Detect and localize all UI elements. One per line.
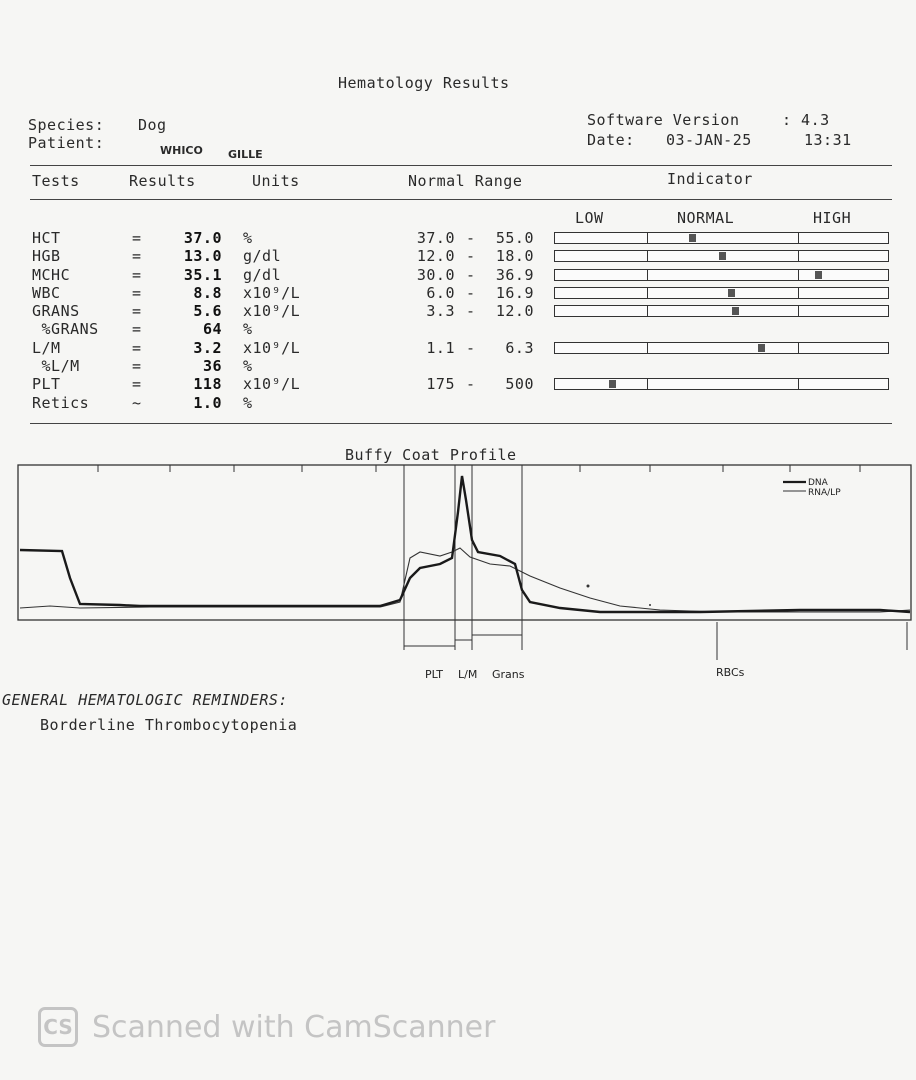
region-label-rbcs: RBCs (716, 666, 745, 679)
row-unit: x10⁹/L (243, 339, 301, 357)
col-header-normal-range: Normal Range (408, 172, 523, 190)
row-indicator-marker (689, 234, 696, 242)
indicator-low-label: LOW (575, 209, 604, 227)
camscanner-watermark (38, 1007, 495, 1047)
row-unit: % (243, 394, 253, 412)
row-operator: = (132, 247, 142, 265)
species-label: Species: (28, 116, 105, 134)
row-indicator-marker (719, 252, 726, 260)
software-label: Software Version (587, 111, 740, 129)
row-unit: x10⁹/L (243, 284, 301, 302)
indicator-high-label: HIGH (813, 209, 852, 227)
row-operator: = (132, 284, 142, 302)
row-unit: % (243, 320, 253, 338)
legend-dna: DNA (808, 478, 828, 488)
row-range-dash: - (466, 247, 476, 265)
row-test-name: PLT (32, 375, 61, 393)
row-range-low: 3.3 (426, 302, 455, 320)
row-operator: = (132, 302, 142, 320)
row-result: 13.0 (183, 247, 222, 265)
row-unit: g/dl (243, 247, 282, 265)
header-rule-top (30, 165, 892, 166)
row-range-low: 175 (426, 375, 455, 393)
row-indicator-marker (758, 344, 765, 352)
row-indicator-bar (554, 269, 889, 281)
row-result: 8.8 (193, 284, 222, 302)
time-value: 13:31 (804, 131, 852, 149)
col-header-indicator: Indicator (667, 170, 753, 188)
row-test-name: HCT (32, 229, 61, 247)
row-result: 118 (193, 375, 222, 393)
row-test-name: HGB (32, 247, 61, 265)
row-range-low: 1.1 (426, 339, 455, 357)
camscanner-text: Scanned with CamScanner (92, 1009, 496, 1045)
row-test-name: %GRANS (32, 320, 99, 338)
buffy-coat-profile-chart (0, 460, 916, 700)
row-unit: % (243, 357, 253, 375)
row-test-name: %L/M (32, 357, 80, 375)
results-rule-bottom (30, 423, 892, 424)
row-result: 35.1 (183, 266, 222, 284)
reminders-heading: GENERAL HEMATOLOGIC REMINDERS: (2, 691, 288, 709)
reminder-item: Borderline Thrombocytopenia (40, 716, 298, 734)
patient-first-name: WHICO (160, 144, 203, 157)
row-test-name: L/M (32, 339, 61, 357)
row-operator: = (132, 357, 142, 375)
row-result: 5.6 (193, 302, 222, 320)
region-label-lm: L/M (458, 668, 478, 681)
row-indicator-marker (815, 271, 822, 279)
row-range-high: 55.0 (495, 229, 534, 247)
camscanner-logo-icon: CS (38, 1007, 78, 1047)
row-range-high: 36.9 (495, 266, 534, 284)
row-indicator-marker (732, 307, 739, 315)
row-unit: g/dl (243, 266, 282, 284)
row-operator: = (132, 320, 142, 338)
row-result: 36 (202, 357, 222, 375)
row-range-high: 500 (505, 375, 534, 393)
region-label-plt: PLT (425, 668, 443, 681)
col-header-tests: Tests (32, 172, 80, 190)
row-range-low: 12.0 (416, 247, 455, 265)
row-indicator-bar (554, 250, 889, 262)
region-label-grans: Grans (492, 668, 525, 681)
row-test-name: GRANS (32, 302, 80, 320)
row-range-dash: - (466, 266, 476, 284)
row-result: 37.0 (183, 229, 222, 247)
row-operator: = (132, 375, 142, 393)
row-range-high: 6.3 (505, 339, 534, 357)
species-value: Dog (138, 116, 167, 134)
row-indicator-marker (728, 289, 735, 297)
row-result: 64 (202, 320, 222, 338)
row-indicator-bar (554, 232, 889, 244)
row-operator: = (132, 229, 142, 247)
row-indicator-bar (554, 378, 889, 390)
row-indicator-bar (554, 305, 889, 317)
row-range-low: 30.0 (416, 266, 455, 284)
row-range-dash: - (466, 229, 476, 247)
col-header-results: Results (129, 172, 196, 190)
row-operator: ~ (132, 394, 142, 412)
row-indicator-bar (554, 342, 889, 354)
row-test-name: WBC (32, 284, 61, 302)
row-result: 3.2 (193, 339, 222, 357)
row-range-high: 16.9 (495, 284, 534, 302)
row-range-high: 12.0 (495, 302, 534, 320)
row-range-low: 37.0 (416, 229, 455, 247)
header-rule-bottom (30, 199, 892, 200)
row-range-dash: - (466, 284, 476, 302)
patient-label: Patient: (28, 134, 105, 152)
row-range-dash: - (466, 375, 476, 393)
report-title: Hematology Results (338, 74, 510, 92)
row-indicator-bar (554, 287, 889, 299)
col-header-units: Units (252, 172, 300, 190)
row-operator: = (132, 266, 142, 284)
indicator-normal-label: NORMAL (677, 209, 735, 227)
row-range-dash: - (466, 339, 476, 357)
date-label: Date: (587, 131, 635, 149)
row-operator: = (132, 339, 142, 357)
legend-rna-lp: RNA/LP (808, 488, 841, 498)
row-test-name: Retics (32, 394, 90, 412)
row-unit: x10⁹/L (243, 302, 301, 320)
row-range-dash: - (466, 302, 476, 320)
row-unit: % (243, 229, 253, 247)
row-unit: x10⁹/L (243, 375, 301, 393)
row-test-name: MCHC (32, 266, 71, 284)
row-range-high: 18.0 (495, 247, 534, 265)
row-result: 1.0 (193, 394, 222, 412)
row-range-low: 6.0 (426, 284, 455, 302)
patient-last-name: GILLE (228, 148, 263, 161)
date-value: 03-JAN-25 (666, 131, 752, 149)
software-version: : 4.3 (782, 111, 830, 129)
row-indicator-marker (609, 380, 616, 388)
buffy-title: Buffy Coat Profile (345, 446, 517, 464)
